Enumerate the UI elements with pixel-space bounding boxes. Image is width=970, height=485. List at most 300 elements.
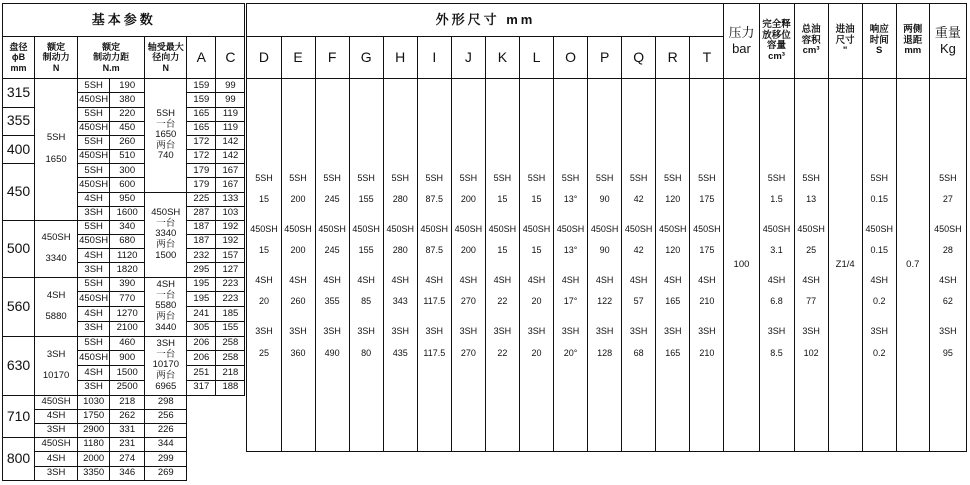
dim-a-cell: 159 — [187, 79, 216, 93]
blank-line — [590, 338, 619, 347]
oil-volume-cell — [794, 79, 828, 452]
blank-line — [658, 184, 687, 193]
blank-line — [624, 338, 653, 347]
torque-cell: 2500 — [110, 380, 145, 395]
rated-force-cell — [35, 220, 78, 277]
dim-value: 22 — [497, 296, 508, 307]
dim-a-cell: 241 — [187, 307, 216, 322]
disc-diameter-cell: 500 — [3, 220, 35, 277]
model-cell: 450SH — [35, 438, 78, 452]
release-volume-value: 8.5 — [770, 347, 783, 358]
dim-o-cell — [554, 79, 588, 452]
dim-value: 85 — [361, 296, 372, 307]
dim-value: 280 — [392, 194, 408, 205]
blank-line — [318, 205, 347, 214]
dim-value: 20 — [531, 296, 542, 307]
blank-line — [522, 316, 551, 325]
dim-model: 3SH — [391, 326, 409, 337]
torque-cell: 190 — [110, 79, 145, 93]
response-heading: 响应 时间 S — [862, 4, 896, 79]
dim-value: 165 — [665, 296, 681, 307]
dim-heading-r: R — [656, 36, 690, 79]
blank-line — [454, 265, 483, 274]
blank-line — [284, 316, 313, 325]
torque-cell: 900 — [110, 351, 145, 366]
blank-line — [249, 214, 278, 223]
blank-line — [624, 265, 653, 274]
dim-model: 3SH — [629, 326, 648, 337]
dim-model: 450SH — [522, 224, 551, 235]
response-model: 5SH — [870, 172, 888, 183]
blank-line — [692, 214, 721, 223]
dim-j-cell — [451, 79, 485, 452]
blank-line — [556, 184, 585, 193]
dim-value: 20 — [258, 296, 269, 307]
blank-line — [454, 214, 483, 223]
model-cell: 450SH — [78, 178, 110, 192]
blank-line — [420, 205, 449, 214]
blank-line — [795, 256, 828, 265]
blank-line — [930, 214, 966, 223]
blank-line — [795, 316, 828, 325]
dim-model: 4SH — [493, 275, 512, 286]
dim-value: 210 — [699, 296, 715, 307]
blank-line — [454, 338, 483, 347]
model-cell: 4SH — [35, 452, 78, 466]
dim-a-cell: 346 — [110, 466, 145, 480]
model-cell: 3SH — [35, 424, 78, 438]
blank-line — [658, 307, 687, 316]
blank-line — [352, 235, 381, 244]
outer-dims-heading: 外形尺寸 mm — [247, 4, 724, 37]
dim-model: 4SH — [391, 275, 409, 286]
blank-line — [318, 184, 347, 193]
dim-value: 87.5 — [425, 194, 444, 205]
dim-i-cell — [417, 79, 451, 452]
dim-value: 117.5 — [423, 347, 446, 358]
dim-model: 4SH — [357, 275, 375, 286]
blank-line — [386, 205, 415, 214]
disc-diameter-cell: 355 — [3, 107, 35, 135]
response-model: 3SH — [870, 326, 888, 337]
dim-c-cell: 142 — [216, 150, 245, 164]
torque-cell: 220 — [110, 107, 145, 121]
blank-line — [863, 338, 896, 347]
torque-cell: 390 — [110, 277, 145, 292]
dim-model: 4SH — [425, 275, 444, 286]
dim-value: 22 — [497, 347, 508, 358]
axial-force-cell: 4SH 一台 5580 两台 3440 — [145, 277, 187, 336]
oil-volume-heading: 总油 容积 cm³ — [794, 4, 828, 79]
dim-model: 4SH — [595, 275, 614, 286]
blank-line — [658, 286, 687, 295]
blank-line — [692, 205, 721, 214]
dim-heading-e: E — [281, 36, 315, 79]
dim-f-cell — [315, 79, 349, 452]
dim-model: 4SH — [323, 275, 341, 286]
blank-line — [863, 205, 896, 214]
dim-value: 200 — [460, 194, 476, 205]
model-cell: 4SH — [78, 366, 110, 381]
dim-model: 5SH — [698, 172, 716, 183]
blank-line — [318, 265, 347, 274]
dim-value: 165 — [665, 347, 681, 358]
blank-line — [795, 235, 828, 244]
dim-value: 245 — [324, 194, 340, 205]
blank-line — [556, 256, 585, 265]
model-cell: 450SH — [78, 150, 110, 164]
dim-value: 155 — [358, 194, 374, 205]
response-value: 0.15 — [870, 245, 888, 256]
release-volume-cell — [759, 79, 794, 452]
dim-a-cell: 305 — [187, 321, 216, 336]
dim-value: 13° — [563, 245, 578, 256]
blank-line — [35, 244, 77, 253]
blank-line — [318, 256, 347, 265]
disc-diameter-cell: 315 — [3, 79, 35, 107]
dim-g-cell — [349, 79, 383, 452]
dim-value: 57 — [633, 296, 644, 307]
blank-line — [386, 235, 415, 244]
blank-line — [760, 316, 794, 325]
dim-model: 5SH — [493, 172, 512, 183]
dim-a-cell: 179 — [187, 164, 216, 178]
dim-a-cell: 295 — [187, 263, 216, 277]
blank-line — [795, 307, 828, 316]
dim-a-cell: 165 — [187, 121, 216, 135]
blank-line — [930, 338, 966, 347]
dim-value: 117.5 — [423, 296, 446, 307]
blank-line — [454, 316, 483, 325]
torque-cell: 950 — [110, 192, 145, 206]
dim-p-cell — [588, 79, 622, 452]
blank-line — [386, 338, 415, 347]
blank-line — [590, 235, 619, 244]
dim-value: 42 — [633, 194, 644, 205]
dim-model: 4SH — [527, 275, 546, 286]
blank-line — [795, 286, 828, 295]
blank-line — [249, 265, 278, 274]
blank-line — [284, 214, 313, 223]
blank-line — [795, 265, 828, 274]
dim-value: 20 — [531, 347, 542, 358]
torque-cell: 460 — [110, 336, 145, 351]
dim-c-cell: 269 — [145, 466, 187, 480]
blank-line — [863, 235, 896, 244]
dim-value: 15 — [531, 245, 542, 256]
dim-value: 175 — [699, 194, 715, 205]
release-volume-model: 3SH — [767, 326, 786, 337]
dim-a-cell: 331 — [110, 424, 145, 438]
blank-line — [760, 338, 794, 347]
model-cell: 450SH — [78, 93, 110, 107]
response-value: 0.15 — [870, 194, 888, 205]
dim-value: 155 — [358, 245, 374, 256]
blank-line — [760, 265, 794, 274]
blank-line — [488, 235, 517, 244]
rated-force-cell — [35, 79, 78, 221]
spec-table — [2, 3, 967, 481]
rated-force-model: 4SH — [46, 289, 66, 301]
dim-heading-g: G — [349, 36, 383, 79]
dim-model: 5SH — [357, 172, 375, 183]
blank-line — [420, 265, 449, 274]
model-cell: 5SH — [78, 135, 110, 149]
blank-line — [488, 184, 517, 193]
model-cell: 4SH — [78, 192, 110, 206]
dim-c-cell: 258 — [216, 351, 245, 366]
blank-line — [35, 302, 77, 311]
dim-model: 4SH — [629, 275, 648, 286]
blank-line — [386, 265, 415, 274]
blank-line — [522, 214, 551, 223]
dim-c-cell: 127 — [216, 263, 245, 277]
blank-line — [658, 338, 687, 347]
dim-c-cell: 218 — [216, 366, 245, 381]
blank-line — [658, 265, 687, 274]
dim-a-cell: 232 — [187, 249, 216, 263]
dim-a-cell: 262 — [110, 409, 145, 423]
model-cell: 450SH — [78, 235, 110, 249]
dim-heading-f: F — [315, 36, 349, 79]
dim-model: 5SH — [425, 172, 444, 183]
blank-line — [692, 316, 721, 325]
blank-line — [930, 235, 966, 244]
dim-model: 3SH — [255, 326, 273, 337]
blank-line — [249, 338, 278, 347]
blank-line — [420, 214, 449, 223]
blank-line — [624, 235, 653, 244]
blank-line — [556, 338, 585, 347]
blank-line — [284, 205, 313, 214]
blank-line — [318, 307, 347, 316]
blank-line — [624, 316, 653, 325]
blank-line — [556, 214, 585, 223]
response-time-cell — [862, 79, 896, 452]
dim-model: 5SH — [323, 172, 341, 183]
dim-model: 5SH — [391, 172, 409, 183]
blank-line — [284, 307, 313, 316]
blank-line — [352, 286, 381, 295]
blank-line — [488, 338, 517, 347]
dim-value: 355 — [324, 296, 340, 307]
blank-line — [318, 338, 347, 347]
blank-line — [863, 316, 896, 325]
blank-line — [795, 205, 828, 214]
dim-r-cell — [656, 79, 690, 452]
model-cell: 4SH — [78, 307, 110, 322]
model-cell: 3SH — [35, 466, 78, 480]
blank-line — [556, 205, 585, 214]
dim-a-cell: 317 — [187, 380, 216, 395]
blank-line — [352, 214, 381, 223]
blank-line — [692, 307, 721, 316]
release-volume-model: 450SH — [762, 224, 791, 235]
blank-line — [249, 205, 278, 214]
dim-q-cell — [622, 79, 656, 452]
blank-line — [352, 265, 381, 274]
blank-line — [488, 205, 517, 214]
dim-a-cell: 195 — [187, 292, 216, 307]
dim-value: 15 — [531, 194, 542, 205]
dim-heading-i: I — [417, 36, 451, 79]
blank-line — [522, 338, 551, 347]
blank-line — [760, 214, 794, 223]
blank-line — [760, 235, 794, 244]
torque-cell: 340 — [110, 220, 145, 234]
dim-model: 3SH — [527, 326, 546, 337]
blank-line — [863, 286, 896, 295]
dim-a-cell: 231 — [110, 438, 145, 452]
dim-model: 4SH — [663, 275, 682, 286]
dim-value: 343 — [392, 296, 408, 307]
blank-line — [863, 256, 896, 265]
blank-line — [930, 307, 966, 316]
dim-value: 15 — [258, 194, 269, 205]
dim-model: 450SH — [624, 224, 653, 235]
dim-model: 5SH — [255, 172, 273, 183]
blank-line — [760, 205, 794, 214]
blank-line — [488, 316, 517, 325]
dim-value: 15 — [497, 194, 508, 205]
dim-model: 450SH — [420, 224, 449, 235]
dim-value: 200 — [290, 194, 306, 205]
dim-model: 450SH — [693, 224, 721, 235]
torque-cell: 1030 — [78, 395, 110, 409]
blank-line — [454, 235, 483, 244]
blank-line — [692, 286, 721, 295]
dim-value: 87.5 — [425, 245, 444, 256]
weight-model: 3SH — [939, 326, 957, 337]
gap-heading: 两侧 退距 mm — [896, 4, 929, 79]
blank-line — [284, 338, 313, 347]
gap-cell: 0.7 — [896, 79, 929, 452]
torque-cell: 510 — [110, 150, 145, 164]
model-cell: 5SH — [78, 164, 110, 178]
torque-cell: 300 — [110, 164, 145, 178]
dim-c-cell: 133 — [216, 192, 245, 206]
dim-c-cell: 99 — [216, 93, 245, 107]
torque-cell: 2900 — [78, 424, 110, 438]
blank-line — [249, 307, 278, 316]
dim-model: 450SH — [488, 224, 517, 235]
blank-line — [556, 316, 585, 325]
dim-a-cell: 274 — [110, 452, 145, 466]
torque-cell: 1180 — [78, 438, 110, 452]
dim-value: 15 — [258, 245, 269, 256]
weight-value: 95 — [942, 347, 953, 358]
blank-line — [454, 184, 483, 193]
blank-line — [488, 286, 517, 295]
torque-cell: 1600 — [110, 206, 145, 220]
blank-line — [930, 316, 966, 325]
inlet-heading: 进油 尺寸 " — [828, 4, 862, 79]
dim-value: 280 — [392, 245, 408, 256]
dim-c-cell: 188 — [216, 380, 245, 395]
dim-value: 42 — [633, 245, 644, 256]
dim-a-cell: 206 — [187, 336, 216, 351]
blank-line — [420, 286, 449, 295]
dim-c-cell: 223 — [216, 277, 245, 292]
dim-a-cell: 187 — [187, 235, 216, 249]
blank-line — [692, 184, 721, 193]
blank-line — [454, 307, 483, 316]
blank-line — [692, 256, 721, 265]
dim-a-cell: 172 — [187, 150, 216, 164]
dim-h-cell — [383, 79, 417, 452]
model-cell: 5SH — [78, 107, 110, 121]
release-volume-value: 3.1 — [770, 245, 783, 256]
dim-model: 5SH — [289, 172, 307, 183]
blank-line — [420, 184, 449, 193]
blank-line — [590, 184, 619, 193]
dim-a-cell: 159 — [187, 93, 216, 107]
rated-force-cell — [35, 277, 78, 336]
blank-line — [590, 307, 619, 316]
blank-line — [760, 286, 794, 295]
blank-line — [760, 256, 794, 265]
axial-force-cell: 3SH 一台 10170 两台 6965 — [145, 336, 187, 395]
blank-line — [930, 265, 966, 274]
disc-diameter-heading: 盘径ϕB mm — [3, 36, 35, 79]
release-volume-model: 5SH — [767, 172, 786, 183]
model-cell: 450SH — [35, 395, 78, 409]
oil-volume-value: 77 — [806, 296, 817, 307]
blank-line — [249, 256, 278, 265]
dim-value: 15 — [497, 245, 508, 256]
dim-model: 450SH — [250, 224, 278, 235]
blank-line — [284, 265, 313, 274]
model-cell: 5SH — [78, 79, 110, 93]
torque-cell: 680 — [110, 235, 145, 249]
blank-line — [658, 256, 687, 265]
disc-diameter-cell: 450 — [3, 164, 35, 221]
dim-value: 200 — [290, 245, 306, 256]
dim-c-cell: 155 — [216, 321, 245, 336]
dim-c-cell: 299 — [145, 452, 187, 466]
disc-diameter-cell: 800 — [3, 438, 35, 481]
dim-model: 5SH — [595, 172, 614, 183]
dim-value: 490 — [324, 347, 340, 358]
dim-value: 90 — [599, 245, 610, 256]
release-volume-model: 4SH — [767, 275, 786, 286]
blank-line — [590, 205, 619, 214]
response-value: 0.2 — [872, 347, 886, 358]
model-cell: 3SH — [78, 321, 110, 336]
dim-heading-c: C — [216, 36, 245, 79]
blank-line — [386, 184, 415, 193]
blank-line — [454, 256, 483, 265]
dim-heading-l: L — [519, 36, 553, 79]
dim-c-cell: 167 — [216, 164, 245, 178]
dim-model: 450SH — [284, 224, 312, 235]
torque-cell: 1500 — [110, 366, 145, 381]
dim-a-cell: 287 — [187, 206, 216, 220]
dim-value: 175 — [699, 245, 715, 256]
blank-line — [624, 307, 653, 316]
dim-model: 3SH — [425, 326, 444, 337]
dim-value: 120 — [665, 194, 681, 205]
oil-volume-value: 25 — [806, 245, 817, 256]
dim-value: 245 — [324, 245, 340, 256]
torque-cell: 1120 — [110, 249, 145, 263]
dim-c-cell: 185 — [216, 307, 245, 322]
rated-force-value: 10170 — [42, 370, 70, 382]
blank-line — [318, 214, 347, 223]
rated-force-heading: 额定 制动力 N — [35, 36, 78, 79]
dim-c-cell: 103 — [216, 206, 245, 220]
dim-value: 200 — [460, 245, 476, 256]
